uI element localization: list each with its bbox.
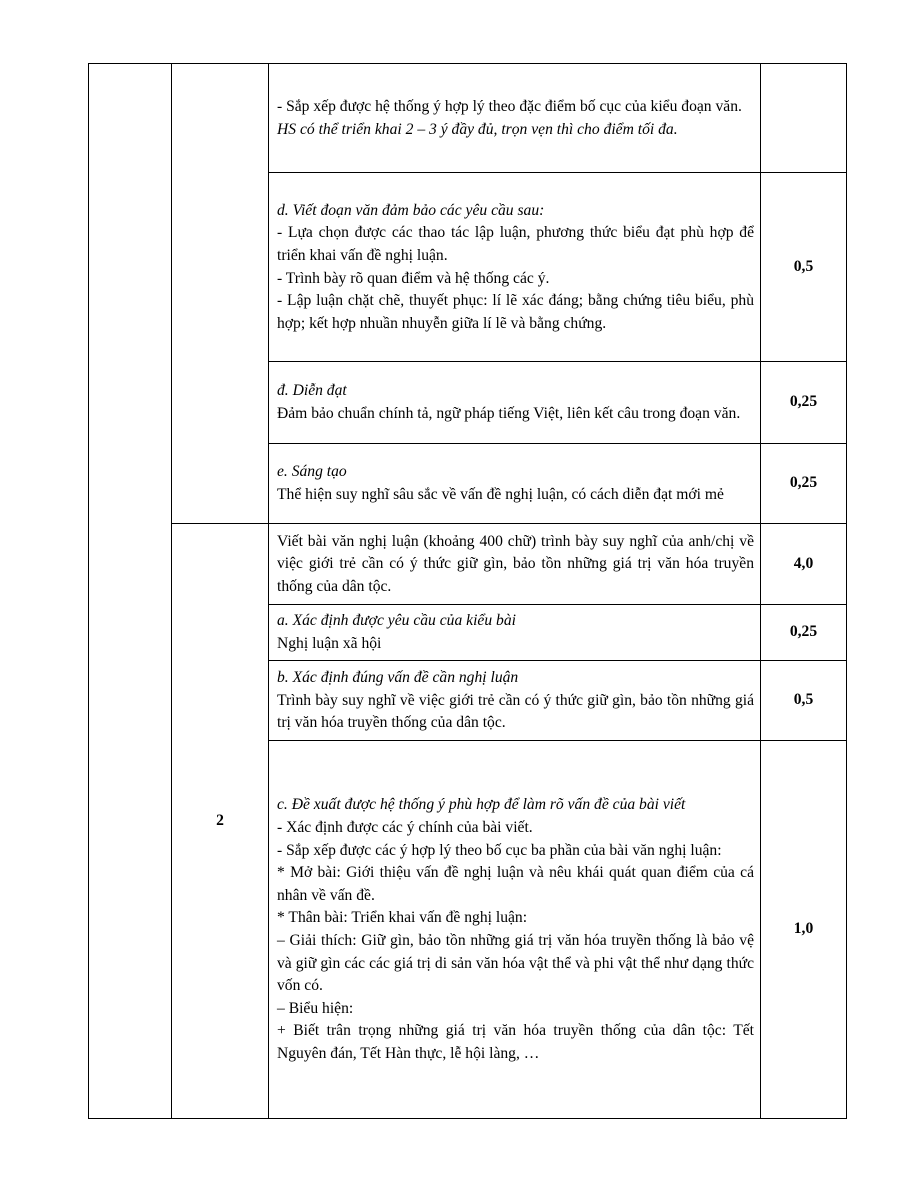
score-cell: 1,0 [761,741,847,1119]
table-row [89,64,847,173]
criteria-cell [269,741,761,1119]
grading-table [88,63,847,1119]
criteria-cell [269,173,761,362]
criteria-cell [269,524,761,605]
criteria-line: - Trình bày rõ quan điểm và hệ thống các ý. [277,269,550,287]
criteria-line: Nghị luận xã hội [277,635,382,652]
criteria-line: - Xác định được các ý chính của bài viết. [277,819,533,837]
table-row [89,524,847,605]
criteria-heading: b. Xác định đúng vấn đề cần nghị luận [277,669,519,687]
criteria-line: Thể hiện suy nghĩ sâu sắc về vấn đề nghị luận, có cách diễn đạt mới mẻ [277,486,724,503]
criteria-line: * Mở bài: Giới thiệu vấn đề nghị luận và nêu khái quát quan điểm của cá nhân về vấn đề. [277,864,754,904]
criteria-line: – Biểu hiện: [277,999,354,1017]
criteria-line: * Thân bài: Triển khai vấn đề nghị luận: [277,909,528,927]
criteria-cell [269,605,761,661]
criteria-line: - Sắp xếp được các ý hợp lý theo bố cục ba phần của bài văn nghị luận: [277,841,722,859]
score-cell: 0,5 [761,173,847,362]
criteria-heading: a. Xác định được yêu cầu của kiểu bài [277,612,516,630]
criteria-line: Trình bày suy nghĩ về việc giới trẻ cần có ý thức giữ gìn, bảo tồn những giá trị văn hóa truyền thống của dân tộc. [277,691,754,732]
criteria-heading: d. Viết đoạn văn đảm bảo các yêu cầu sau: [277,201,545,219]
score-cell: 0,25 [761,362,847,444]
score-cell: 0,25 [761,444,847,524]
question-column-cell [89,64,172,1119]
criteria-line: - Lập luận chặt chẽ, thuyết phục: lí lẽ xác đáng; bằng chứng tiêu biểu, phù hợp; kết hợp nhuần nhuyễn giữa lí lẽ và bằng chứng. [277,292,754,332]
criteria-cell [269,64,761,173]
criteria-note: HS có thể triển khai 2 – 3 ý đầy đủ, trọn vẹn thì cho điểm tối đa. [277,120,678,138]
score-cell: 0,5 [761,661,847,741]
criteria-line: – Giải thích: Giữ gìn, bảo tồn những giá trị văn hóa truyền thống là bảo vệ và giữ gìn các các giá trị di sản văn hóa vật thể và phi vật thể như dạng thức vốn có. [277,932,754,995]
criteria-heading: c. Đề xuất được hệ thống ý phù hợp để làm rõ vấn đề của bài viết [277,796,686,814]
criteria-cell [269,444,761,524]
criteria-cell [269,661,761,741]
criteria-line: + Biết trân trọng những giá trị văn hóa truyền thống của dân tộc: Tết Nguyên đán, Tết Hàn thực, lễ hội làng, … [277,1022,754,1062]
criteria-cell [269,362,761,444]
criteria-heading: đ. Diễn đạt [277,382,347,400]
task-prompt: Viết bài văn nghị luận (khoảng 400 chữ) trình bày suy nghĩ của anh/chị về việc giới trẻ cần có ý thức giữ gìn, bảo tồn những giá trị văn hóa truyền thống của dân tộc. [277,532,754,595]
criteria-line: Đảm bảo chuẩn chính tả, ngữ pháp tiếng Việt, liên kết câu trong đoạn văn. [277,405,741,422]
score-cell [761,64,847,173]
score-cell: 4,0 [761,524,847,605]
criteria-line: - Lựa chọn được các thao tác lập luận, phương thức biểu đạt phù hợp để triển khai vấn đề nghị luận. [277,224,754,264]
score-cell: 0,25 [761,605,847,661]
subquestion-number: 2 [172,524,269,1119]
subquestion-cell [172,64,269,524]
criteria-line: - Sắp xếp được hệ thống ý hợp lý theo đặc điểm bố cục của kiểu đoạn văn. [277,97,742,115]
criteria-heading: e. Sáng tạo [277,463,347,481]
